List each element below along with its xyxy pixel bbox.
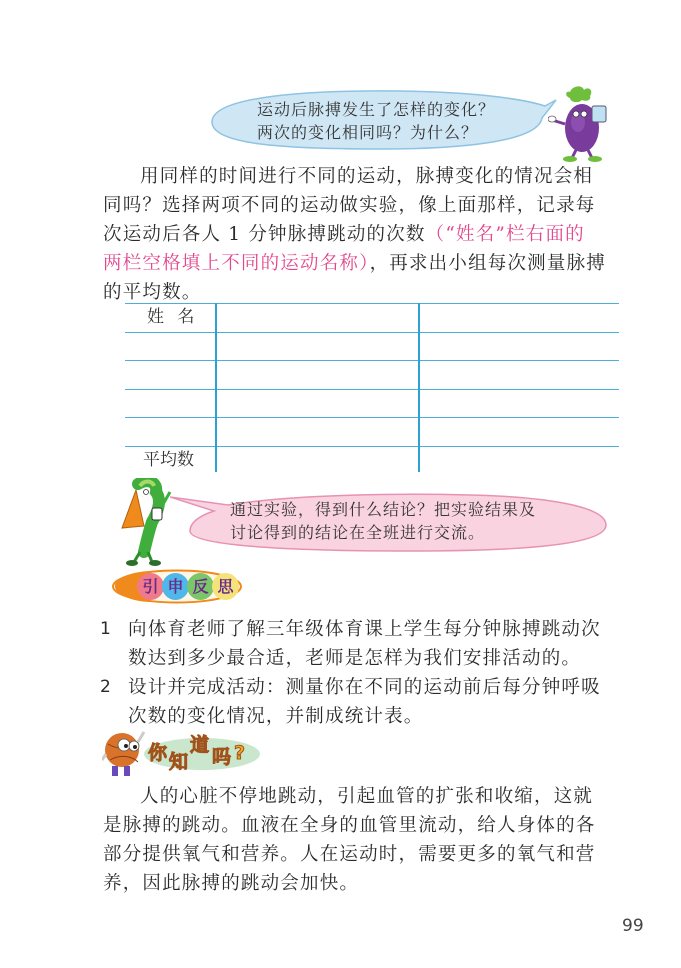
badge-char: 引 [137,573,164,600]
highlight-text: 两栏空格填上不同的运动名称） [103,253,370,274]
dyk-char: 你 [148,742,168,764]
list-number: 2 [100,677,113,697]
pulse-value-cell[interactable] [217,390,417,418]
dyk-char: ? [234,742,246,764]
reflection-item-1 [100,615,630,673]
name-column-header: 姓 名 [147,307,199,327]
list-text: 数达到多少最合适，老师是怎样为我们安排活动的。 [128,648,582,669]
student-name-cell[interactable] [125,361,215,389]
pulse-value-cell[interactable] [217,333,417,361]
paragraph-line: 是脉搏的跳动。血液在全身的血管里流动，给人身体的各 [103,815,596,836]
highlight-text: （“姓名”栏右面的 [425,224,585,245]
bubble-line: 两次的变化相同吗？为什么？ [257,123,479,142]
page-number: 99 [622,916,644,936]
did-you-know-header [102,728,262,780]
badge-char: 思 [212,573,239,600]
pulse-value-cell[interactable] [420,333,619,361]
average-value-cell[interactable] [217,447,417,475]
bottom-speech-bubble [170,487,610,557]
intro-paragraph [103,162,623,307]
pulse-value-cell[interactable] [217,418,417,446]
paragraph-line: 同吗？选择两项不同的运动做实验，像上面那样，记录每 [103,195,596,216]
column-divider [215,303,217,472]
list-number: 1 [100,619,113,639]
bubble-line: 讨论得到的结论在全班进行交流。 [230,523,486,542]
dyk-char: 吗 [212,746,232,768]
section-badge-reflection [111,569,246,604]
bubble-line: 运动后脉搏发生了怎样的变化？ [257,100,496,119]
table-row [125,360,619,389]
student-name-cell[interactable] [125,418,215,446]
list-text: 设计并完成活动：测量你在不同的运动前后每分钟呼吸 [128,677,601,698]
list-text: 向体育老师了解三年级体育课上学生每分钟脉搏跳动次 [128,619,601,640]
paragraph-line: 的平均数。 [103,282,202,303]
student-name-cell[interactable] [125,390,215,418]
pulse-value-cell[interactable] [420,390,619,418]
paragraph-text: 次运动后各人 1 分钟脉搏跳动的次数 [103,224,426,245]
list-text: 次数的变化情况，并制成统计表。 [128,706,424,727]
paragraph-line: 养，因此脉搏的跳动会加快。 [103,873,360,894]
table-row [125,417,619,446]
paragraph-line [103,220,623,249]
exercise-1-name-cell[interactable] [217,304,417,332]
paragraph-line: 人的心脏不停地跳动，引起血管的扩张和收缩，这就 [140,786,594,807]
eggplant-character-icon [548,84,618,164]
did-you-know-paragraph [103,782,623,898]
paragraph-line: 用同样的时间进行不同的运动，脉搏变化的情况会相 [140,166,594,187]
exercise-2-name-cell[interactable] [420,304,619,332]
badge-char: 反 [187,573,214,600]
reflection-item-2 [100,673,630,731]
top-speech-bubble [200,84,560,154]
dyk-char: 道 [190,734,210,756]
table-row [125,389,619,418]
paragraph-text: ，再求出小组每次测量脉搏 [369,253,606,274]
dyk-char: 知 [169,751,189,773]
column-divider [418,303,420,472]
pulse-value-cell[interactable] [217,361,417,389]
badge-char: 申 [162,573,189,600]
pulse-record-table [125,303,619,474]
pulse-value-cell[interactable] [420,361,619,389]
average-row-label: 平均数 [143,449,194,470]
paragraph-line [103,249,623,278]
pulse-value-cell[interactable] [420,418,619,446]
table-row [125,332,619,361]
average-value-cell[interactable] [420,447,619,475]
bubble-line: 通过实验，得到什么结论？把实验结果及 [230,500,537,519]
paragraph-line: 部分提供氧气和营养。人在运动时，需要更多的氧气和营 [103,844,596,865]
table-footer-row [125,446,619,475]
student-name-cell[interactable] [125,333,215,361]
table-header-row [125,303,619,332]
